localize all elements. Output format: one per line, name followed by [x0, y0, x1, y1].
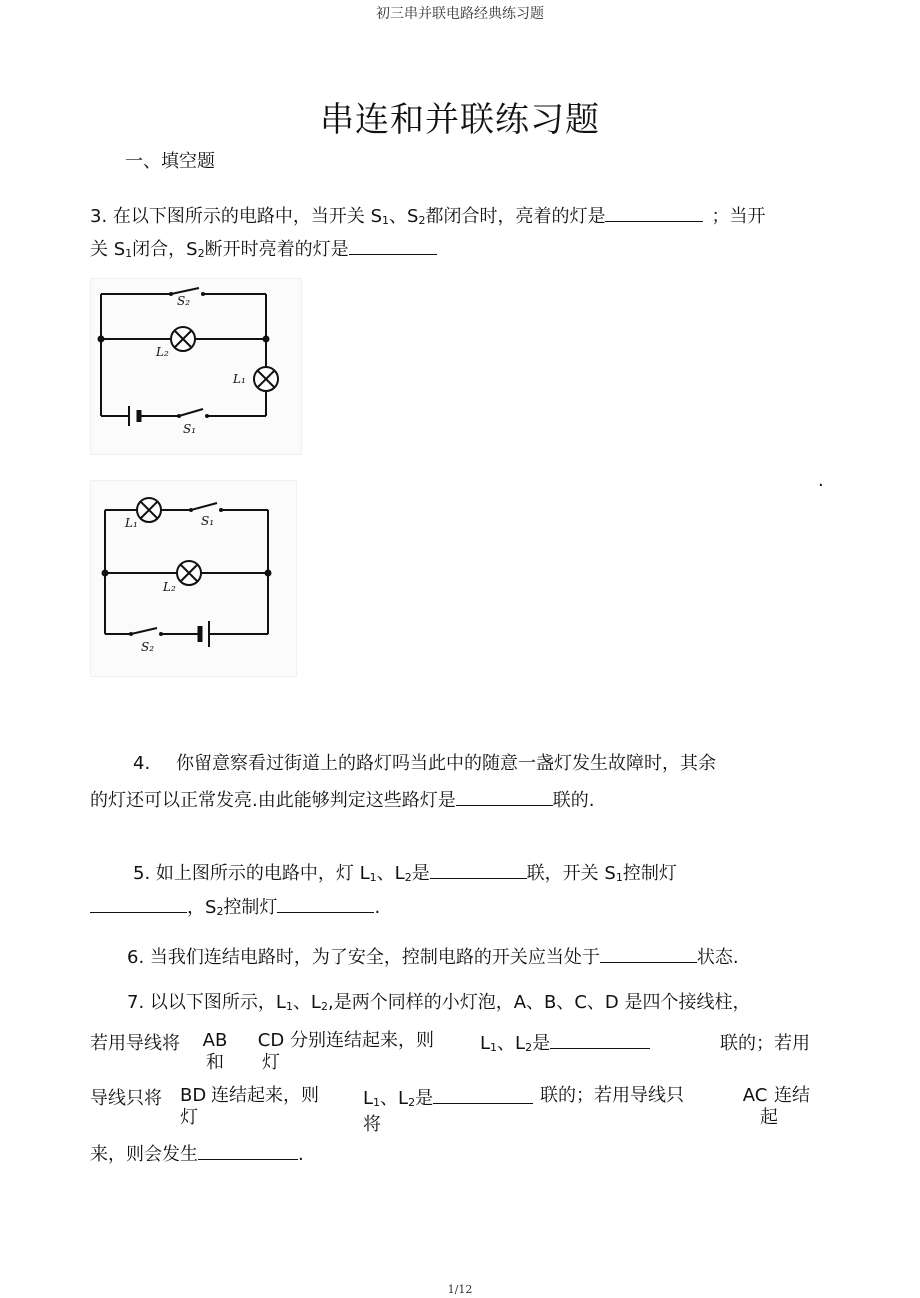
q3-line1: 3. 在以下图所示的电路中，当开关 S1、S2都闭合时，亮着的灯是 ；当开	[90, 203, 765, 232]
label-l2: L₂	[156, 345, 169, 359]
q4-line1: 你留意察看过街道上的路灯吗当此中的随意一盏灯发生故障时，其余	[176, 753, 716, 774]
circuit-2-svg	[91, 481, 296, 676]
stray-dot: .	[818, 470, 824, 491]
junction-dot-icon	[102, 570, 109, 577]
switch-s1-contact-icon	[177, 414, 181, 418]
junction-dot-icon	[98, 336, 105, 343]
answer-blank[interactable]	[433, 1085, 533, 1104]
q7-r3-e: 联的；若用导线只	[540, 1085, 684, 1106]
q7-r2-d: 分别连结起来，则	[290, 1030, 434, 1051]
q4-line2: 的灯还可以正常发亮.由此能够判定这些路灯是 联的.	[90, 787, 594, 812]
label-s1: S₁	[183, 422, 197, 436]
q7-r3-f: AC 起	[742, 1085, 778, 1128]
q7-r3-c: 连结起来，则	[211, 1085, 319, 1106]
lamp-l2-icon	[171, 327, 195, 351]
q5-line2: ，S2控制灯 .	[90, 894, 380, 923]
circuit-diagram-2	[90, 480, 297, 677]
switch-s1-contact-icon	[219, 508, 223, 512]
q3-line2: 关 S1闭合，S2断开时亮着的灯是	[90, 236, 437, 265]
page-header: 初三串并联电路经典练习题	[376, 6, 544, 22]
answer-blank[interactable]	[430, 860, 527, 879]
lamp-l1-icon	[137, 498, 161, 522]
switch-s2-contact-icon	[129, 632, 133, 636]
label-s2: S₂	[177, 294, 191, 308]
q6-line: 6. 当我们连结电路时，为了安全，控制电路的开关应当处于 状态.	[127, 944, 739, 969]
page-title: 串连和并联练习题	[320, 100, 600, 140]
q7-r3-d: L1、L2是 将	[363, 1085, 538, 1136]
q7-r2-b: AB 和	[202, 1030, 228, 1073]
q7-r3-b: BD 灯	[180, 1085, 207, 1128]
circuit-1-svg	[91, 279, 301, 454]
answer-blank[interactable]	[277, 894, 374, 913]
section-heading: 一、填空题	[125, 151, 215, 172]
switch-s2-contact-icon	[159, 632, 163, 636]
label-l1: L₁	[125, 516, 138, 530]
junction-dot-icon	[265, 570, 272, 577]
answer-blank[interactable]	[605, 203, 703, 222]
q5-line1: 5. 如上图所示的电路中，灯 L1、L2是 联，开关 S1控制灯	[133, 860, 677, 889]
label-l1: L₁	[233, 372, 246, 386]
q4-number: 4.	[133, 753, 151, 774]
label-s2: S₂	[141, 640, 155, 654]
circuit-diagram-1	[90, 278, 302, 455]
q7-r2-c: CD 灯	[257, 1030, 285, 1073]
answer-blank[interactable]	[90, 894, 187, 913]
q7-line1: 7. 以以下图所示，L1、L2,是两个同样的小灯泡，A、B、C、D 是四个接线柱，	[127, 992, 751, 1013]
switch-s2-contact-icon	[201, 292, 205, 296]
answer-blank[interactable]	[456, 787, 553, 806]
answer-blank[interactable]	[198, 1141, 298, 1160]
battery-icon	[129, 406, 139, 426]
q7-r2-e: L1、L2是	[480, 1030, 650, 1059]
battery-icon	[200, 621, 209, 647]
q7-r3-g: 连结	[774, 1085, 810, 1106]
lamp-l2-icon	[177, 561, 201, 585]
q7-r2-f: 联的；若用	[720, 1033, 810, 1054]
label-l2: L₂	[163, 580, 176, 594]
answer-blank[interactable]	[349, 236, 437, 255]
lamp-l1-icon	[254, 367, 278, 391]
q7-r3-a: 导线只将	[90, 1088, 162, 1109]
switch-s1-contact-icon	[205, 414, 209, 418]
answer-blank[interactable]	[550, 1030, 650, 1049]
q7-r2-a: 若用导线将	[90, 1033, 180, 1054]
label-s1: S₁	[201, 514, 215, 528]
answer-blank[interactable]	[600, 944, 697, 963]
switch-s1-contact-icon	[189, 508, 193, 512]
junction-dot-icon	[263, 336, 270, 343]
q7-r4: 来，则会发生 .	[90, 1141, 304, 1166]
page-number: 1/12	[447, 1283, 473, 1296]
switch-s2-contact-icon	[169, 292, 173, 296]
